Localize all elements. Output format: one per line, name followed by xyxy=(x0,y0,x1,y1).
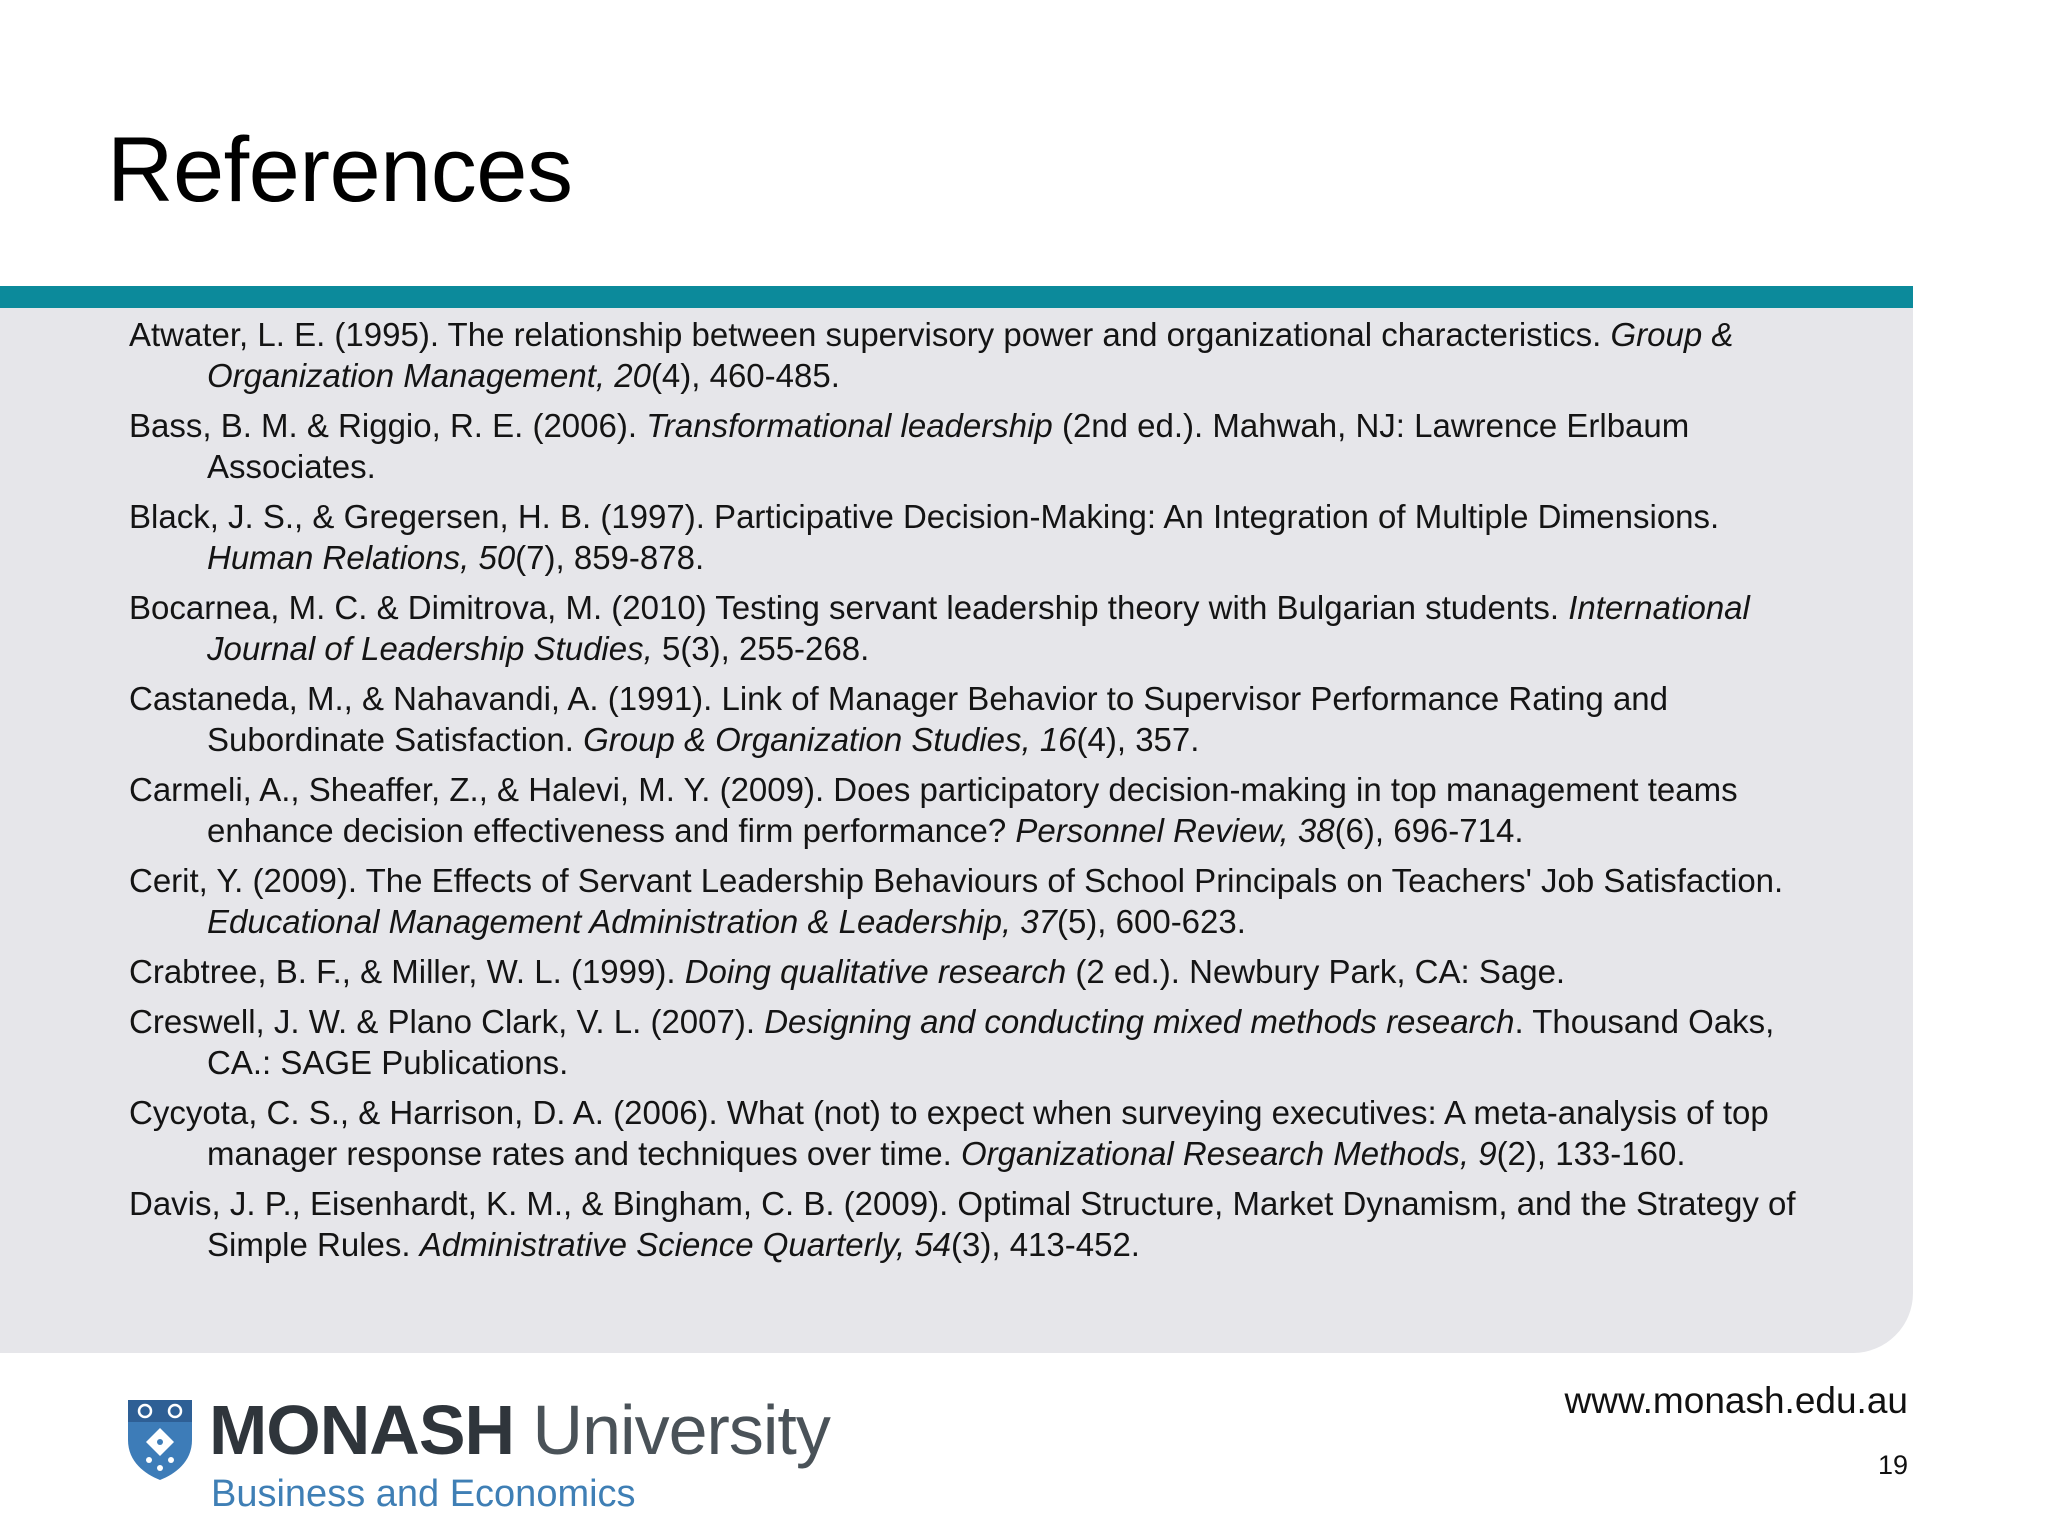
reference-text: 5(3), 255-268. xyxy=(652,630,870,667)
reference-text: (4), 357. xyxy=(1076,721,1200,758)
reference-source: Doing qualitative research xyxy=(684,953,1067,990)
reference-source: Organizational Research Methods, 9 xyxy=(960,1135,1497,1172)
reference-item xyxy=(129,314,1829,396)
reference-item xyxy=(129,769,1829,851)
reference-text: Davis, J. P., Eisenhardt, K. M., & Bingham, C. B. (2009). Optimal Structure, Market Dynamism, and the Strategy of Simple Rules. xyxy=(129,1185,1796,1263)
reference-text: Atwater, L. E. (1995). The relationship between supervisory power and organizational characteristics. xyxy=(129,316,1611,353)
page-number: 19 xyxy=(1877,1450,1908,1480)
reference-item xyxy=(129,587,1829,669)
reference-source: International Journal of Leadership Studies, xyxy=(207,589,1750,667)
logo-university: University xyxy=(514,1391,830,1469)
reference-item xyxy=(129,1092,1829,1174)
reference-text: Bass, B. M. & Riggio, R. E. (2006). xyxy=(129,407,647,444)
reference-text: Cycyota, C. S., & Harrison, D. A. (2006). What (not) to expect when surveying executives: A meta-analysis of top manager response rates and techniques over time. xyxy=(129,1094,1769,1172)
reference-item xyxy=(129,405,1829,487)
slide-title: References xyxy=(107,119,573,221)
accent-bar xyxy=(0,286,1913,308)
reference-text: (6), 696-714. xyxy=(1334,812,1524,849)
monash-crest-icon xyxy=(125,1396,195,1482)
reference-source: Administrative Science Quarterly, 54 xyxy=(419,1226,952,1263)
reference-text: . Thousand Oaks, CA.: SAGE Publications. xyxy=(207,1003,1775,1081)
reference-text: Castaneda, M., & Nahavandi, A. (1991). Link of Manager Behavior to Supervisor Performance Rating and Subordinate Satisfaction. xyxy=(129,680,1669,758)
reference-item xyxy=(129,860,1829,942)
reference-item xyxy=(129,678,1829,760)
reference-item xyxy=(129,1001,1829,1083)
reference-source: Group & Organization Studies, 16 xyxy=(583,721,1077,758)
reference-text: (2), 133-160. xyxy=(1496,1135,1686,1172)
reference-text: Black, J. S., & Gregersen, H. B. (1997). Participative Decision-Making: An Integration of Multiple Dimensions. xyxy=(129,498,1720,535)
reference-text: (2nd ed.). Mahwah, NJ: Lawrence Erlbaum Associates. xyxy=(207,407,1690,485)
reference-text: (2 ed.). Newbury Park, CA: Sage. xyxy=(1066,953,1566,990)
reference-item xyxy=(129,951,1829,992)
monash-logo xyxy=(125,1390,830,1515)
reference-item xyxy=(129,1183,1829,1265)
logo-monash: MONASH xyxy=(209,1391,515,1469)
reference-text: (7), 859-878. xyxy=(515,539,705,576)
reference-text: Carmeli, A., Sheaffer, Z., & Halevi, M. Y. (2009). Does participatory decision-making in top management teams enhance decision effectiveness and firm performance? xyxy=(129,771,1738,849)
logo-faculty: Business and Economics xyxy=(211,1473,636,1515)
reference-item xyxy=(129,496,1829,578)
reference-text: (3), 413-452. xyxy=(951,1226,1140,1263)
reference-source: Educational Management Administration & Leadership, 37 xyxy=(207,903,1057,940)
logo-wordmark xyxy=(209,1390,830,1470)
reference-source: Human Relations, 50 xyxy=(207,539,516,576)
reference-text: Crabtree, B. F., & Miller, W. L. (1999). xyxy=(129,953,685,990)
reference-source: Transformational leadership xyxy=(646,407,1053,444)
reference-text: Creswell, J. W. & Plano Clark, V. L. (2007). xyxy=(129,1003,765,1040)
reference-source: Designing and conducting mixed methods research xyxy=(764,1003,1515,1040)
reference-source: Personnel Review, 38 xyxy=(1015,812,1335,849)
reference-text: (4), 460-485. xyxy=(650,357,840,394)
website-url: www.monash.edu.au xyxy=(1564,1380,1908,1421)
reference-source: Group & Organization Management, 20 xyxy=(207,316,1734,394)
reference-text: (5), 600-623. xyxy=(1056,903,1246,940)
reference-list xyxy=(129,314,1829,1274)
reference-text: Cerit, Y. (2009). The Effects of Servant Leadership Behaviours of School Principals on Teachers' Job Satisfaction. xyxy=(129,862,1784,899)
reference-text: Bocarnea, M. C. & Dimitrova, M. (2010) Testing servant leadership theory with Bulgarian students. xyxy=(129,589,1569,626)
